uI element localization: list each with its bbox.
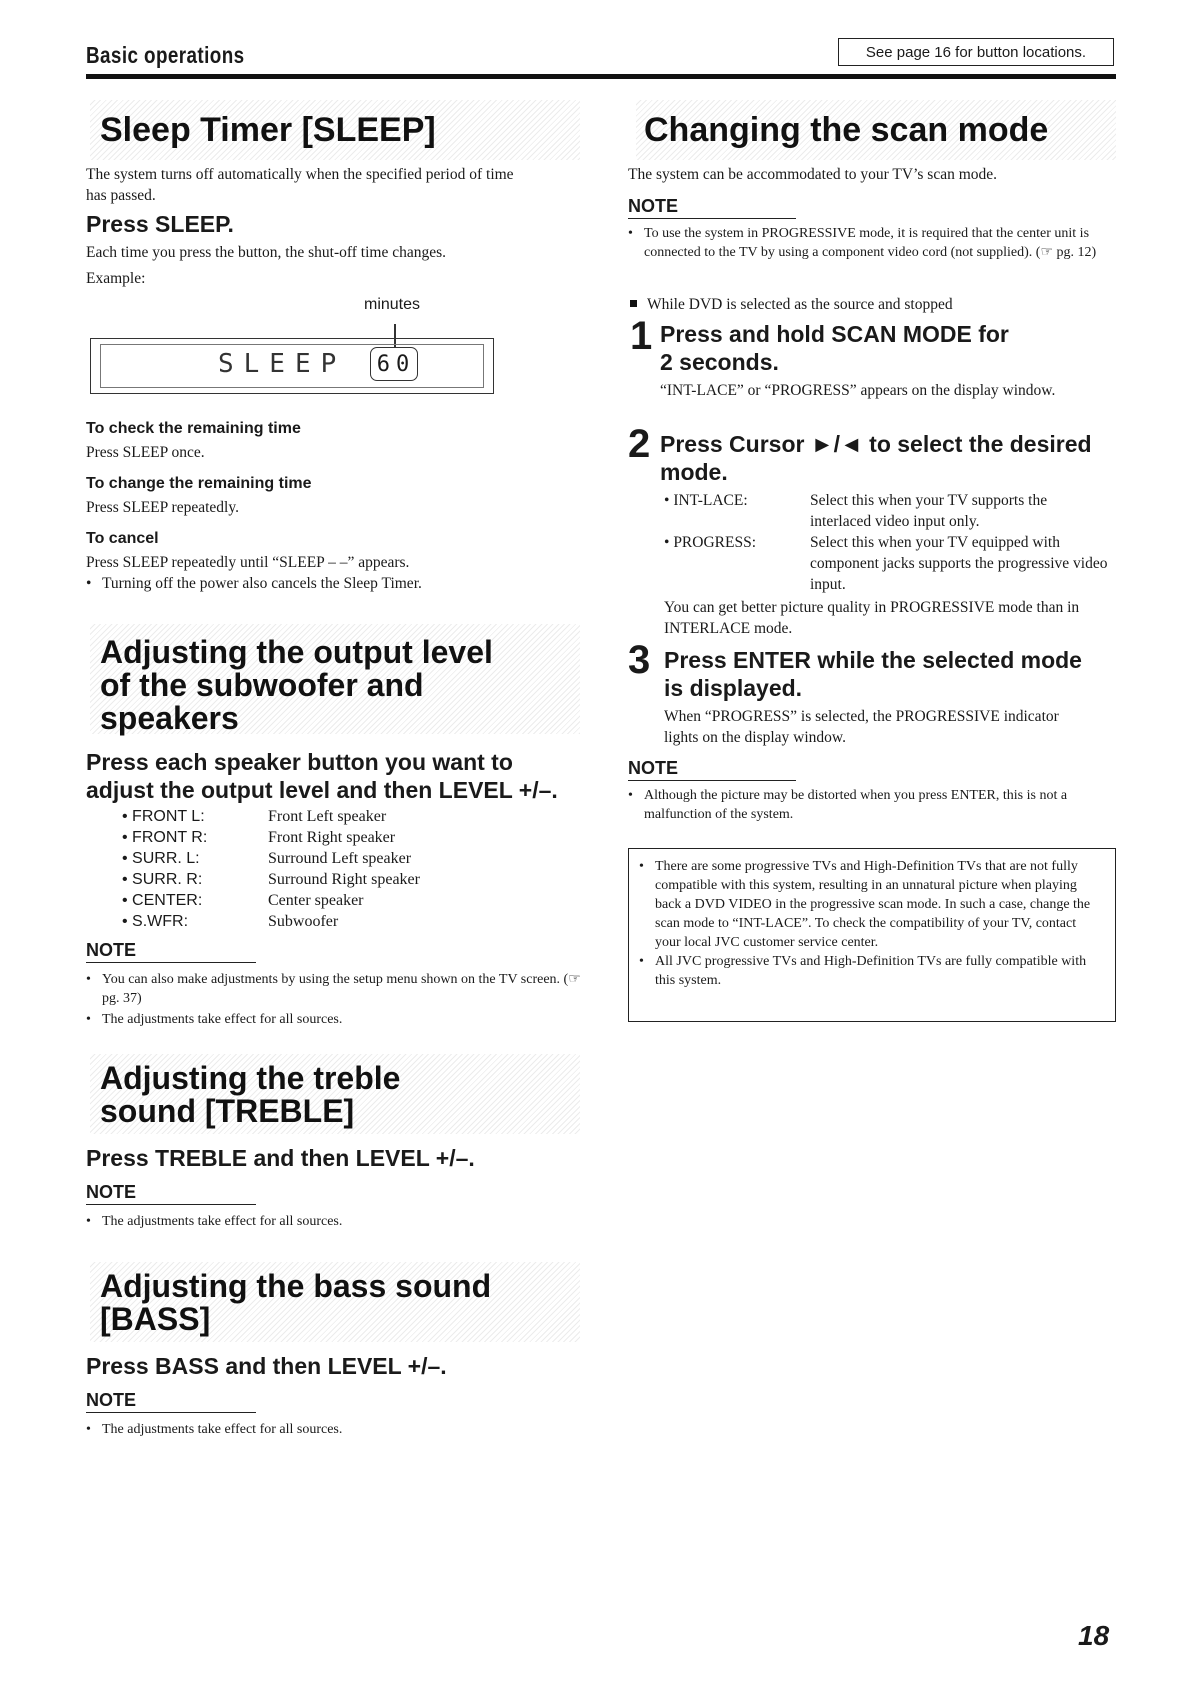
sleep-timer-heading: Sleep Timer [SLEEP] [90, 100, 580, 160]
note-item: • All JVC progressive TVs and High-Definition TVs are fully compatible with this system. [639, 954, 1087, 988]
treble-heading: Adjusting the treble sound [TREBLE] [90, 1054, 580, 1134]
step-1-heading: Press and hold SCAN MODE for 2 seconds. [660, 321, 1009, 375]
sleep-each-time: Each time you press the button, the shut-off time changes. [86, 244, 447, 261]
sleep-intro: The system turns off automatically when the specified period of time has passed. [86, 166, 514, 204]
check-remaining-heading: To check the remaining time [86, 420, 301, 437]
note-heading: NOTE [86, 1390, 256, 1413]
header-rule [86, 74, 1116, 79]
cancel-heading: To cancel [86, 530, 159, 547]
step-3-body: When “PROGRESS” is selected, the PROGRESSIVE indicator lights on the display window. [664, 708, 1059, 746]
note-heading: NOTE [628, 758, 796, 781]
press-sleep-instruction: Press SLEEP. [86, 211, 234, 237]
mode-list [664, 490, 1124, 595]
change-remaining-body: Press SLEEP repeatedly. [86, 499, 239, 516]
display-sleep-text: SLEEP [218, 349, 347, 379]
note-item: • The adjustments take effect for all sources. [86, 1012, 343, 1027]
step-3-heading: Press ENTER while the selected mode is displayed. [664, 647, 1082, 701]
speaker-list [122, 806, 420, 932]
list-item: • FRONT L: Front Left speaker [122, 808, 387, 825]
compatibility-box [628, 848, 1116, 1022]
example-label: Example: [86, 270, 146, 287]
scan-condition: While DVD is selected as the source and stopped [628, 294, 1116, 315]
note-item: • To use the system in PROGRESSIVE mode, it is required that the center unit is connected to the TV by using a component video cord (not supplied). (☞ pg. 12) [628, 226, 1097, 260]
note-item: • Although the picture may be distorted when you press ENTER, this is not a malfunction of the system. [628, 788, 1068, 822]
step-1-number: 1 [630, 314, 653, 358]
note-item: • You can also make adjustments by using the setup menu shown on the TV screen. (☞ pg. 37) [86, 972, 581, 1006]
note-item: • There are some progressive TVs and High-Definition TVs that are not fully compatible with this system, resulting in an unnatural picture when playing back a DVD VIDEO in the progressive scan mode. In such a case, change the scan mode to “INT-LACE”. To check the compatibility of your TV, contact your local JVC customer service center. [639, 859, 1091, 950]
list-item: • S.WFR: Subwoofer [122, 913, 339, 930]
step-2-heading: Press Cursor ►/◄ to select the desired mode. [660, 431, 1092, 485]
output-level-heading: Adjusting the output level of the subwoofer and speakers [90, 624, 580, 734]
display-minutes-value: 60 [370, 347, 418, 381]
page-reference-box: See page 16 for button locations. [838, 38, 1114, 66]
list-item: • INT-LACE: Select this when your TV supports the interlaced video input only. [664, 492, 1048, 530]
page-number: 18 [1078, 1620, 1110, 1651]
change-remaining-heading: To change the remaining time [86, 475, 312, 492]
note-heading: NOTE [86, 1182, 256, 1205]
note-heading: NOTE [628, 196, 796, 219]
step-2-number: 2 [628, 422, 651, 466]
note-item: • The adjustments take effect for all sources. [86, 1214, 343, 1229]
list-item: • SURR. L: Surround Left speaker [122, 850, 412, 867]
minutes-label: minutes [364, 296, 421, 313]
step-2-tail: You can get better picture quality in PROGRESSIVE mode than in INTERLACE mode. [664, 599, 1080, 637]
list-item: • SURR. R: Surround Right speaker [122, 871, 420, 888]
scan-intro: The system can be accommodated to your TV’s scan mode. [628, 166, 998, 183]
list-item: • FRONT R: Front Right speaker [122, 829, 396, 846]
press-treble-instruction: Press TREBLE and then LEVEL +/–. [86, 1145, 475, 1171]
press-speaker-instruction: Press each speaker button you want to adjust the output level and then LEVEL +/–. [86, 749, 558, 803]
step-1-body: “INT-LACE” or “PROGRESS” appears on the display window. [660, 382, 1056, 399]
cancel-bullet: • Turning off the power also cancels the Sleep Timer. [86, 575, 422, 592]
press-bass-instruction: Press BASS and then LEVEL +/–. [86, 1353, 447, 1379]
check-remaining-body: Press SLEEP once. [86, 444, 205, 461]
list-item: • PROGRESS: Select this when your TV equipped with component jacks supports the progressive video input. [664, 534, 1108, 593]
note-heading: NOTE [86, 940, 256, 963]
bass-heading: Adjusting the bass sound [BASS] [90, 1262, 580, 1342]
step-3-number: 3 [628, 638, 651, 682]
list-item: • CENTER: Center speaker [122, 892, 364, 909]
cancel-body: Press SLEEP repeatedly until “SLEEP – –” appears. [86, 554, 410, 571]
section-title: Basic operations [86, 42, 245, 68]
note-item: • The adjustments take effect for all sources. [86, 1422, 343, 1437]
scan-mode-heading: Changing the scan mode [636, 100, 1116, 160]
